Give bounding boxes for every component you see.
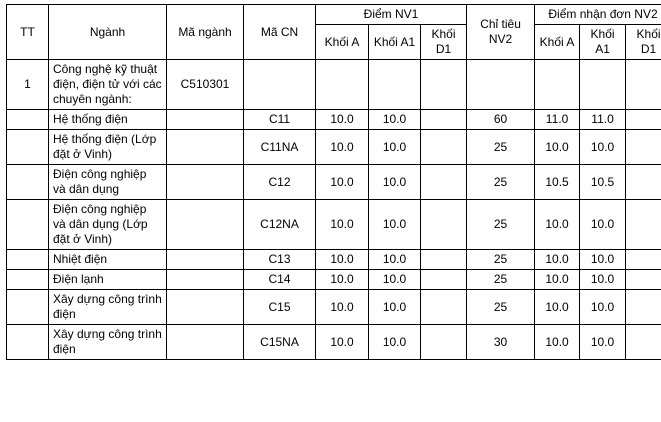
cell-ma-nganh: C510301	[167, 60, 244, 110]
cell-nv1-a1: 10.0	[369, 165, 421, 200]
cell-nv1-a1: 10.0	[369, 270, 421, 290]
cell-nv2-a1: 11.0	[580, 110, 626, 130]
cell-nv2-a1: 10.0	[580, 270, 626, 290]
cell-nganh: Điện công nghiệp và dân dụng	[49, 165, 167, 200]
cell-tt	[7, 250, 49, 270]
cell-nv2-a1: 10.0	[580, 130, 626, 165]
header-nv2-khoi-a: Khối A	[535, 25, 580, 60]
cell-tt: 1	[7, 60, 49, 110]
table-header	[7, 5, 661, 60]
cell-tt	[7, 165, 49, 200]
cell-nv1-d1	[421, 325, 467, 360]
header-nv1-khoi-d1: Khối D1	[421, 25, 467, 60]
header-diem-nhan-don-nv2: Điểm nhận đơn NV2	[535, 5, 661, 25]
cell-nv2-d1	[626, 200, 661, 250]
cell-chi-tieu: 25	[467, 250, 535, 270]
header-row-1	[7, 5, 661, 25]
table-row	[7, 270, 661, 290]
cell-nv2-a: 10.0	[535, 270, 580, 290]
cell-tt	[7, 270, 49, 290]
cell-ma-cn: C14	[244, 270, 316, 290]
cell-ma-cn: C15	[244, 290, 316, 325]
header-chi-tieu-nv2: Chỉ tiêu NV2	[467, 5, 535, 60]
cell-nv2-a1	[580, 60, 626, 110]
cell-nv1-d1	[421, 130, 467, 165]
cell-chi-tieu: 25	[467, 130, 535, 165]
cell-nv2-d1	[626, 270, 661, 290]
table-row	[7, 325, 661, 360]
cell-ma-cn: C12NA	[244, 200, 316, 250]
cell-ma-cn: C13	[244, 250, 316, 270]
table-row	[7, 165, 661, 200]
cell-ma-nganh	[167, 325, 244, 360]
cell-nv1-d1	[421, 60, 467, 110]
cell-ma-nganh	[167, 200, 244, 250]
cell-nganh: Điện công nghiệp và dân dụng (Lớp đặt ở Vinh)	[49, 200, 167, 250]
cell-nv1-a: 10.0	[316, 130, 369, 165]
cell-nv2-a: 10.5	[535, 165, 580, 200]
cell-nv1-a1: 10.0	[369, 290, 421, 325]
cell-tt	[7, 325, 49, 360]
cell-chi-tieu: 25	[467, 270, 535, 290]
cell-tt	[7, 200, 49, 250]
cell-nv1-d1	[421, 110, 467, 130]
table-row	[7, 130, 661, 165]
header-tt: TT	[7, 5, 49, 60]
cell-chi-tieu: 30	[467, 325, 535, 360]
cell-nv2-a	[535, 60, 580, 110]
cell-nv1-a: 10.0	[316, 250, 369, 270]
cell-tt	[7, 290, 49, 325]
cell-ma-nganh	[167, 270, 244, 290]
cell-chi-tieu: 25	[467, 200, 535, 250]
cell-nv2-d1	[626, 60, 661, 110]
admission-scores-table	[6, 4, 661, 360]
cell-nganh: Nhiệt điện	[49, 250, 167, 270]
header-ma-cn: Mã CN	[244, 5, 316, 60]
cell-nv2-a: 10.0	[535, 250, 580, 270]
cell-nv2-d1	[626, 290, 661, 325]
table-row	[7, 250, 661, 270]
header-nv1-khoi-a1: Khối A1	[369, 25, 421, 60]
cell-nganh: Công nghệ kỹ thuật điện, điện tử với các chuyên ngành:	[49, 60, 167, 110]
header-diem-nv1: Điểm NV1	[316, 5, 467, 25]
header-nv2-khoi-d1: Khối D1	[626, 25, 661, 60]
cell-nv2-d1	[626, 325, 661, 360]
cell-ma-nganh	[167, 130, 244, 165]
cell-nv1-a: 10.0	[316, 270, 369, 290]
cell-nv1-a: 10.0	[316, 325, 369, 360]
cell-nv2-a1: 10.0	[580, 250, 626, 270]
table-row	[7, 110, 661, 130]
header-ma-nganh: Mã ngành	[167, 5, 244, 60]
cell-chi-tieu	[467, 60, 535, 110]
cell-nv2-a: 10.0	[535, 200, 580, 250]
cell-nv1-d1	[421, 250, 467, 270]
cell-nv1-a1: 10.0	[369, 250, 421, 270]
cell-tt	[7, 110, 49, 130]
cell-ma-cn: C11NA	[244, 130, 316, 165]
table-row	[7, 290, 661, 325]
cell-ma-nganh	[167, 110, 244, 130]
cell-nv2-d1	[626, 165, 661, 200]
cell-nv1-a1: 10.0	[369, 130, 421, 165]
cell-nv2-a: 11.0	[535, 110, 580, 130]
cell-nv1-a1: 10.0	[369, 200, 421, 250]
cell-nv1-d1	[421, 290, 467, 325]
header-nganh: Ngành	[49, 5, 167, 60]
table-row	[7, 200, 661, 250]
cell-nv1-d1	[421, 270, 467, 290]
cell-ma-nganh	[167, 290, 244, 325]
cell-chi-tieu: 60	[467, 110, 535, 130]
header-nv2-khoi-a1: Khối A1	[580, 25, 626, 60]
cell-nv1-a1: 10.0	[369, 325, 421, 360]
cell-ma-cn: C12	[244, 165, 316, 200]
cell-tt	[7, 130, 49, 165]
table-row	[7, 60, 661, 110]
cell-nv2-d1	[626, 250, 661, 270]
cell-nv1-a1: 10.0	[369, 110, 421, 130]
cell-nv2-d1	[626, 130, 661, 165]
cell-nv1-a	[316, 60, 369, 110]
cell-nv2-a: 10.0	[535, 130, 580, 165]
cell-nv1-a: 10.0	[316, 110, 369, 130]
cell-nganh: Hệ thống điện	[49, 110, 167, 130]
cell-ma-nganh	[167, 165, 244, 200]
cell-nv1-a1	[369, 60, 421, 110]
cell-nv1-a: 10.0	[316, 290, 369, 325]
cell-nganh: Xây dựng công trình điện	[49, 290, 167, 325]
cell-nv2-a1: 10.0	[580, 325, 626, 360]
cell-nv2-a: 10.0	[535, 325, 580, 360]
cell-nganh: Xây dựng công trình điện	[49, 325, 167, 360]
cell-chi-tieu: 25	[467, 165, 535, 200]
cell-ma-cn: C11	[244, 110, 316, 130]
cell-nganh: Hệ thống điện (Lớp đặt ở Vinh)	[49, 130, 167, 165]
cell-nv2-a1: 10.0	[580, 200, 626, 250]
cell-nv2-a1: 10.0	[580, 290, 626, 325]
cell-chi-tieu: 25	[467, 290, 535, 325]
header-nv1-khoi-a: Khối A	[316, 25, 369, 60]
cell-nv1-a: 10.0	[316, 200, 369, 250]
cell-nv2-a: 10.0	[535, 290, 580, 325]
cell-nv2-d1	[626, 110, 661, 130]
cell-nv1-a: 10.0	[316, 165, 369, 200]
cell-ma-nganh	[167, 250, 244, 270]
cell-nv1-d1	[421, 200, 467, 250]
table-body	[7, 60, 661, 360]
cell-nv2-a1: 10.5	[580, 165, 626, 200]
cell-ma-cn: C15NA	[244, 325, 316, 360]
cell-ma-cn	[244, 60, 316, 110]
cell-nganh: Điện lạnh	[49, 270, 167, 290]
cell-nv1-d1	[421, 165, 467, 200]
